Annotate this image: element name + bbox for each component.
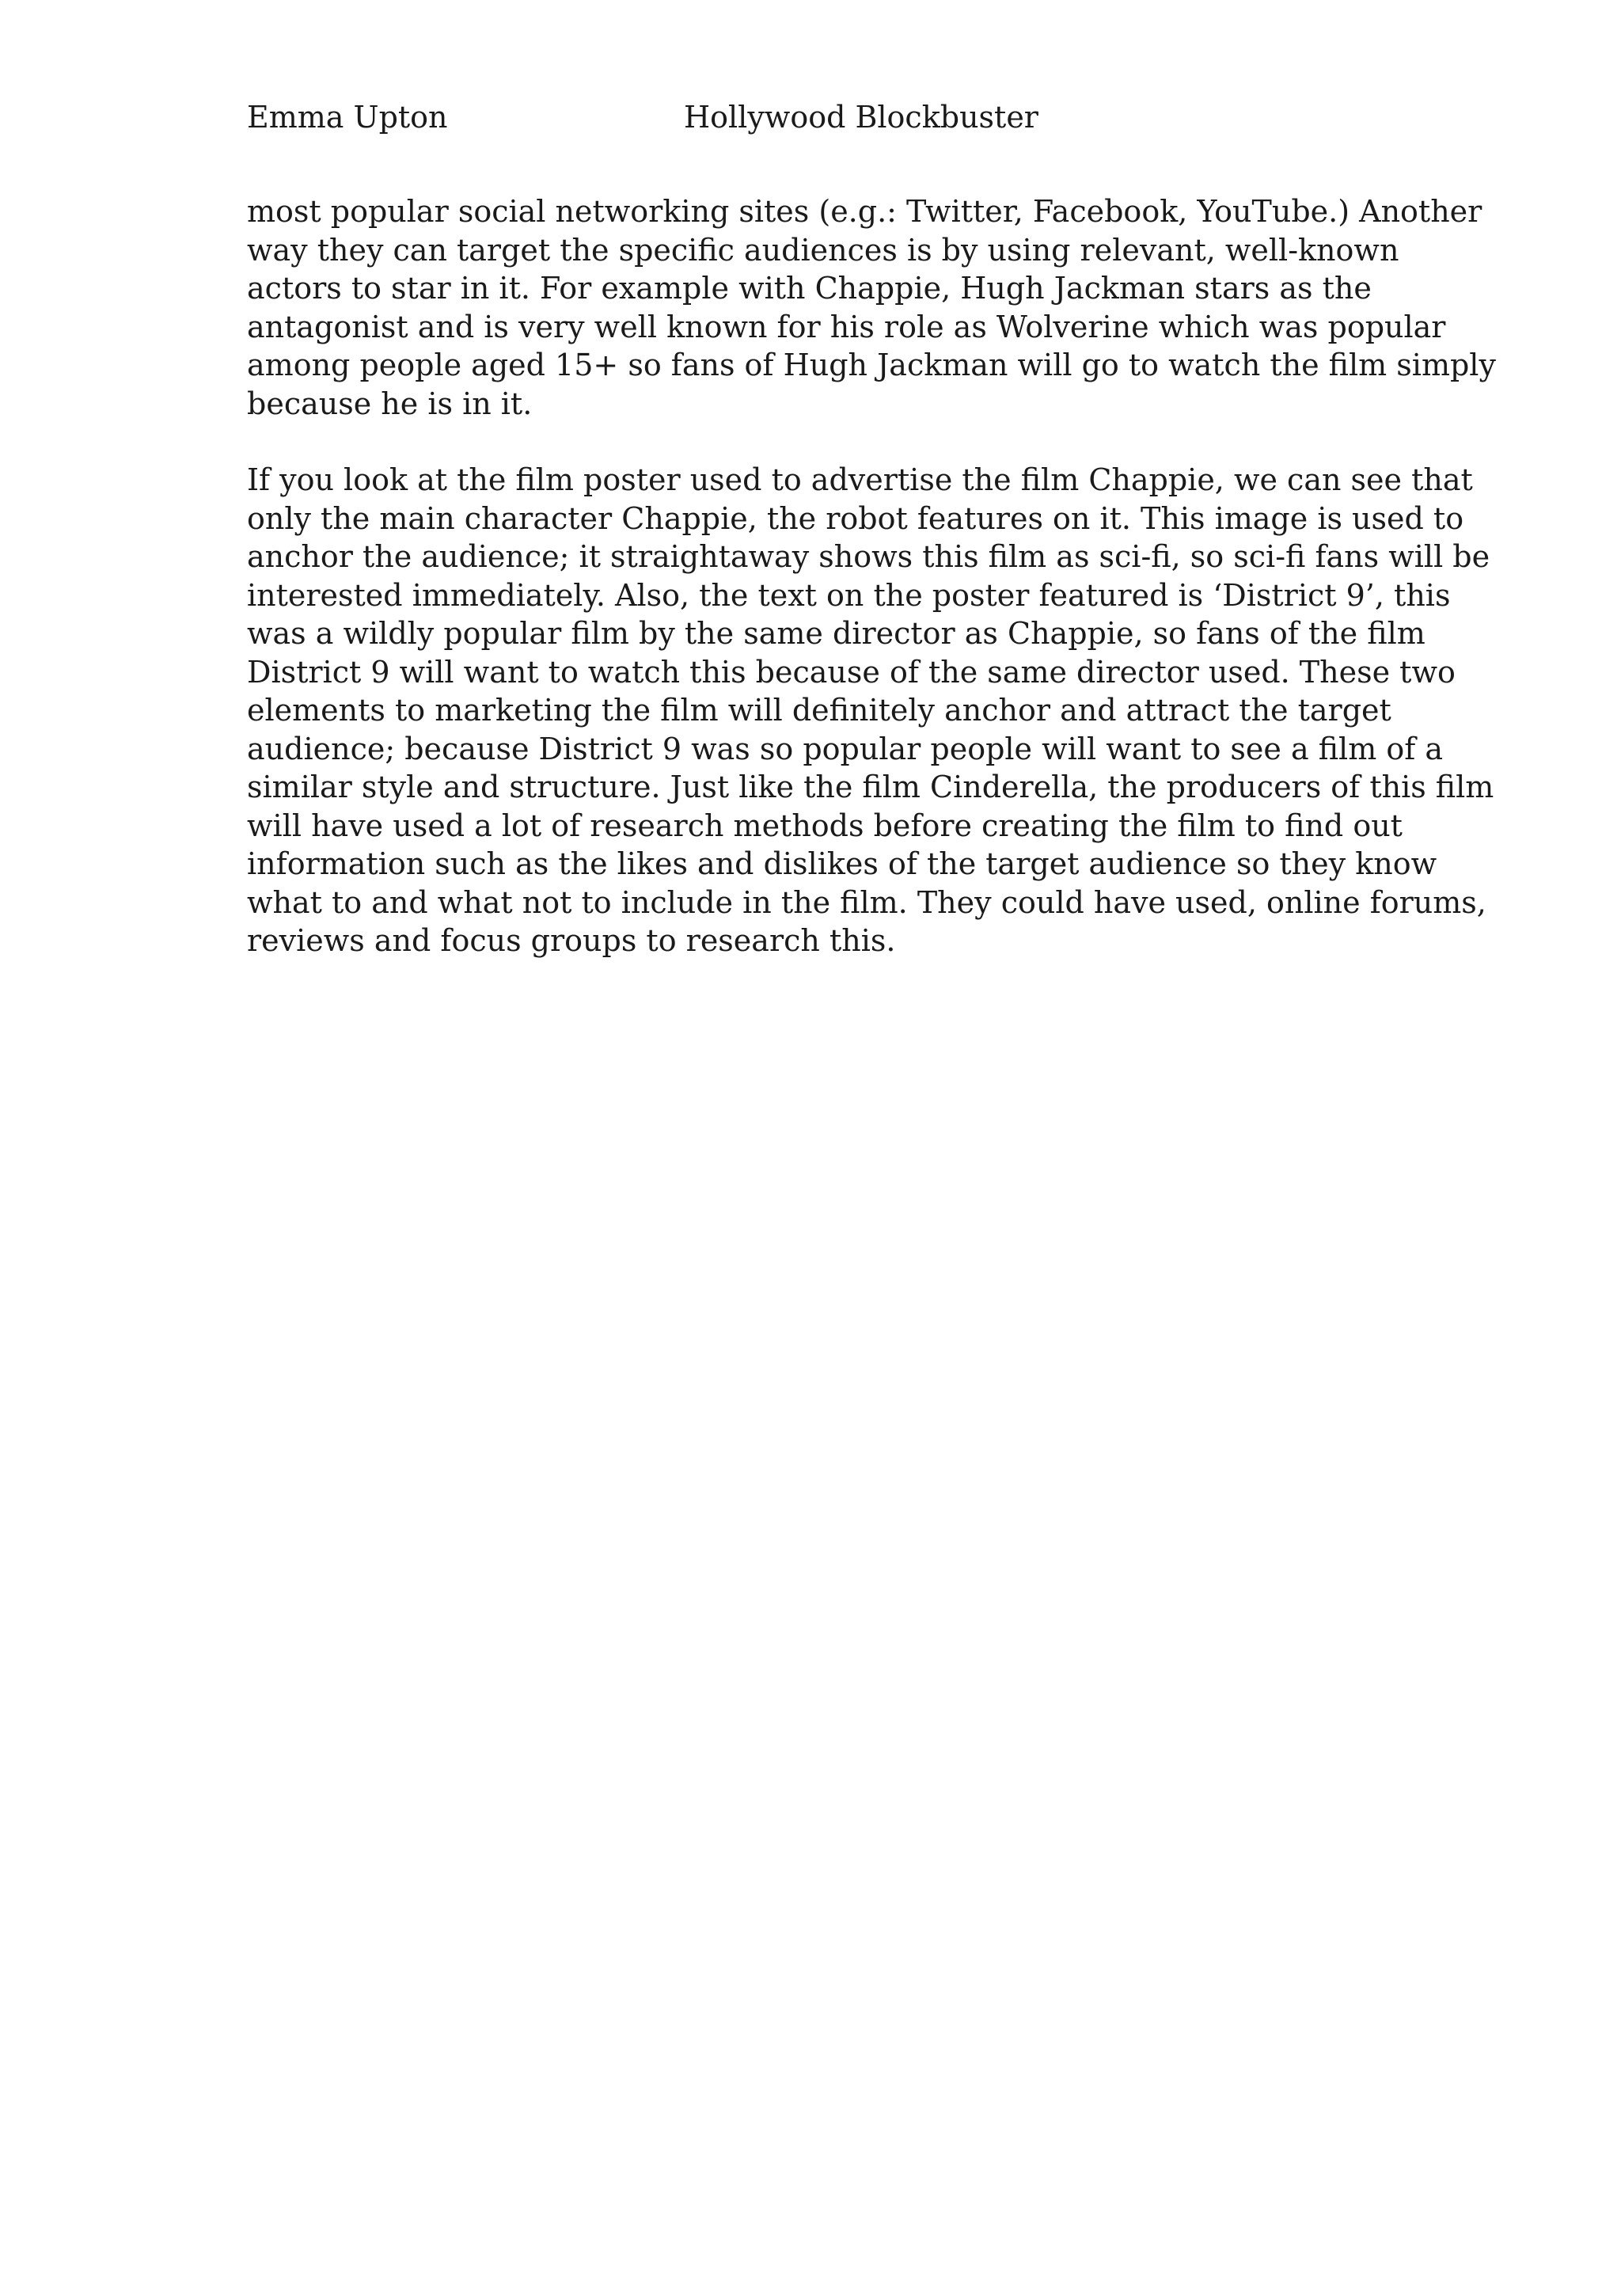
header-title: Hollywood Blockbuster [684,100,1038,135]
text-line: was a wildly popular film by the same director as Chappie, so fans of the film [247,616,1425,651]
text-line: If you look at the film poster used to advertise the film Chappie, we can see that [247,462,1473,497]
document-body [247,192,1496,960]
text-line: interested immediately. Also, the text on the poster featured is ‘District 9’, this [247,577,1451,613]
text-line: similar style and structure. Just like the film Cinderella, the producers of this film [247,770,1494,804]
text-line: most popular social networking sites (e.g.: Twitter, Facebook, YouTube.) Another [247,194,1482,229]
text-line: only the main character Chappie, the robot features on it. This image is used to [247,500,1464,536]
text-line: anchor the audience; it straightaway shows this film as sci-fi, so sci-fi fans will be [247,539,1490,574]
page-header [247,95,1395,139]
text-line: audience; because District 9 was so popular people will want to see a film of a [247,731,1444,766]
text-line: information such as the likes and dislikes of the target audience so they know [247,846,1437,881]
paragraph-1 [247,192,1496,423]
paragraph-2 [247,461,1494,960]
text-line: way they can target the specific audiences is by using relevant, well-known [247,232,1399,268]
text-line: because he is in it. [247,386,533,421]
text-line: among people aged 15+ so fans of Hugh Jackman will go to watch the film simply [247,348,1496,382]
text-line: elements to marketing the film will definitely anchor and attract the target [247,693,1391,728]
text-line: will have used a lot of research methods before creating the film to find out [247,808,1403,843]
text-line: reviews and focus groups to research this. [247,923,896,958]
text-line: actors to star in it. For example with Chappie, Hugh Jackman stars as the [247,271,1372,306]
header-author: Emma Upton [247,100,448,135]
paragraph-gap [247,423,1395,461]
text-line: what to and what not to include in the film. They could have used, online forums, [247,884,1486,920]
text-line: District 9 will want to watch this because of the same director used. These two [247,654,1456,690]
text-line: antagonist and is very well known for his role as Wolverine which was popular [247,309,1446,344]
